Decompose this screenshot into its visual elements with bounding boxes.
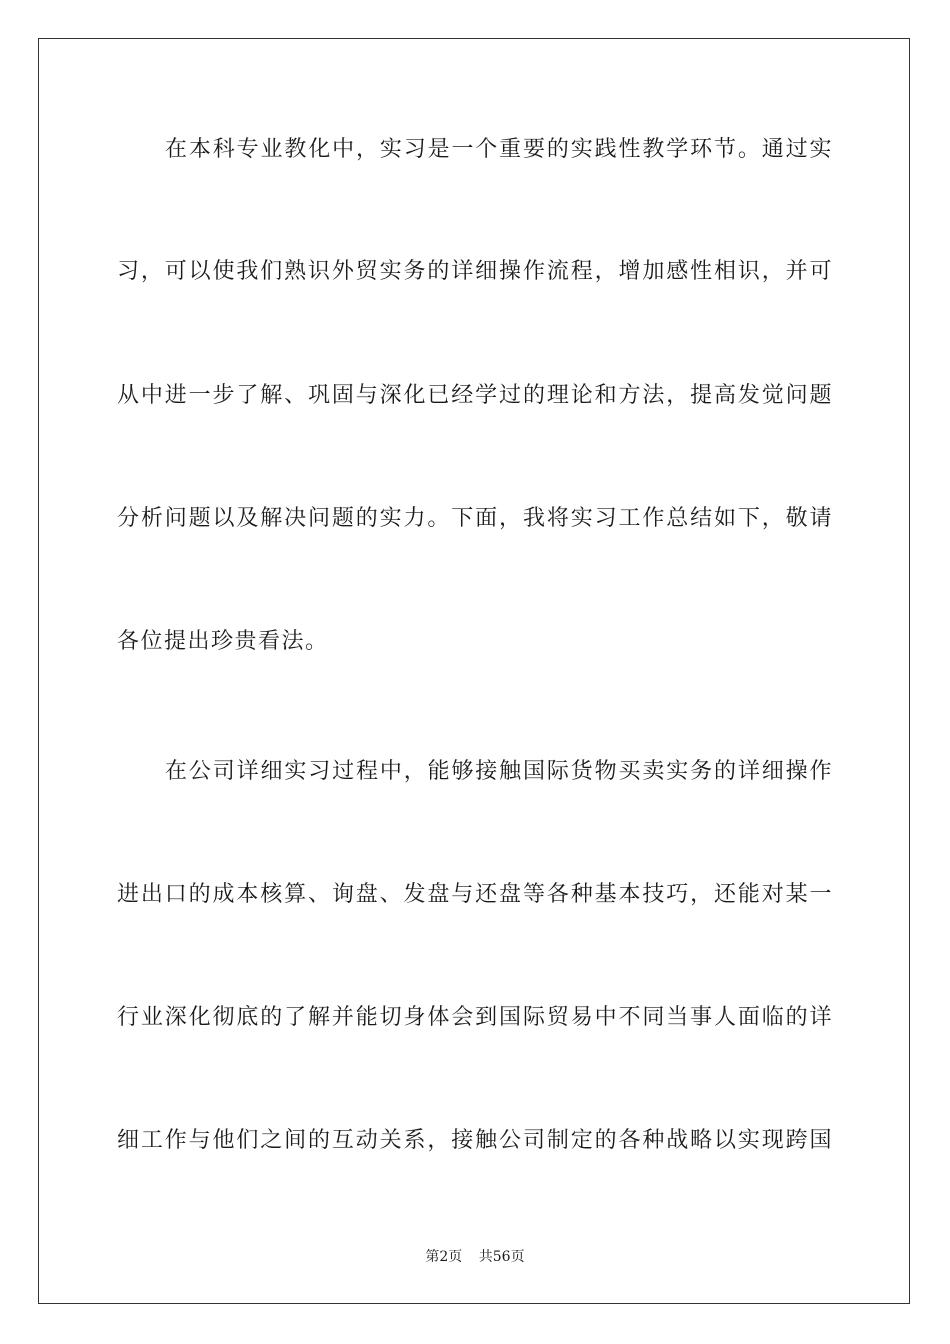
paragraph-1-line-5: 各位提出珍贵看法。 (117, 629, 329, 654)
paragraph-1-line-1: 在本科专业教化中，实习是一个重要的实践性教学环节。通过实 (165, 137, 833, 162)
paragraph-2-line-1: 在公司详细实习过程中，能够接触国际货物买卖实务的详细操作 (165, 759, 833, 784)
paragraph-1-line-2: 习，可以使我们熟识外贸实务的详细操作流程，增加感性相识，并可 (117, 259, 833, 284)
paragraph-1-line-3: 从中进一步了解、巩固与深化已经学过的理论和方法，提高发觉问题 (117, 383, 833, 408)
paragraph-2-line-2: 进出口的成本核算、询盘、发盘与还盘等各种基本技巧，还能对某一 (117, 882, 833, 907)
paragraph-1-line-4: 分析问题以及解决问题的实力。下面，我将实习工作总结如下，敬请 (117, 506, 833, 531)
paragraph-2-line-4: 细工作与他们之间的互动关系，接触公司制定的各种战略以实现跨国 (117, 1128, 833, 1153)
paragraph-2-line-3: 行业深化彻底的了解并能切身体会到国际贸易中不同当事人面临的详 (117, 1005, 833, 1030)
page-number: 第2页 (425, 1249, 463, 1265)
page-footer (0, 1246, 950, 1266)
page-total: 共56页 (478, 1249, 525, 1265)
page-border (38, 38, 910, 1304)
